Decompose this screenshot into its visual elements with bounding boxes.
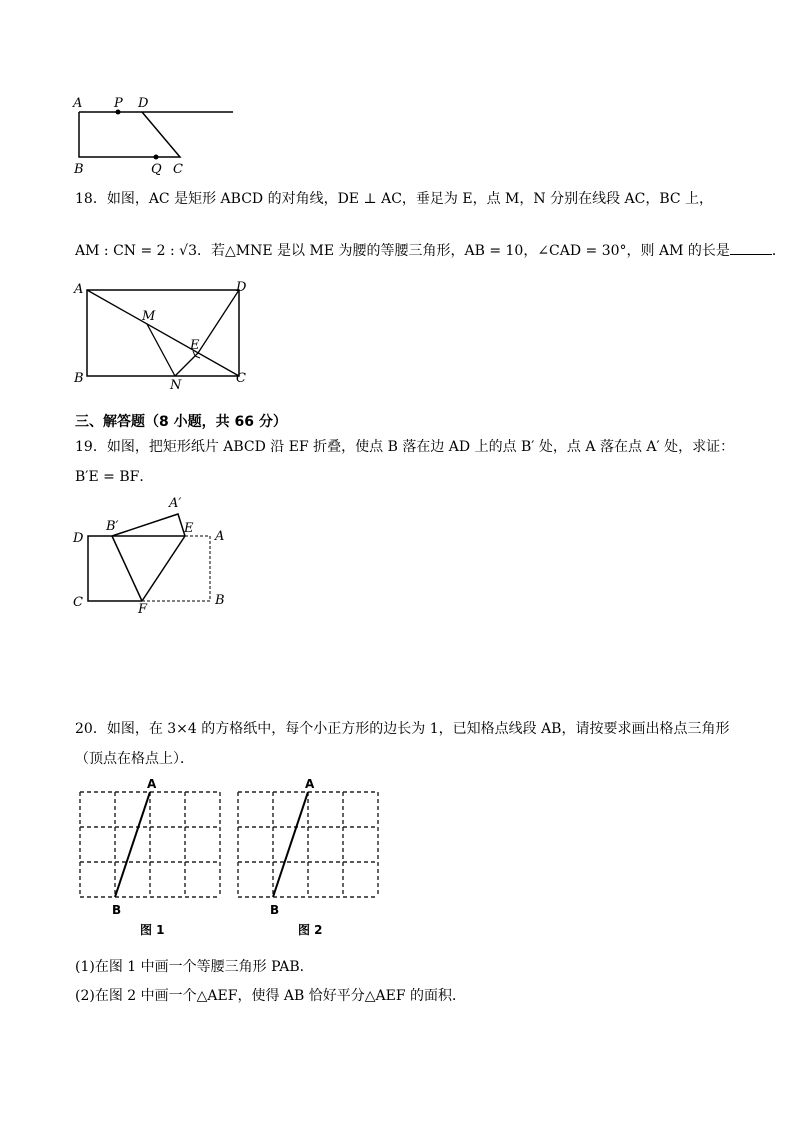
- label-e: E: [184, 521, 194, 536]
- section-title: 三、解答题（8 小题，共 66 分）: [75, 414, 287, 430]
- q19-line2: B′E = BF．: [75, 469, 154, 485]
- label-e: E: [190, 338, 200, 353]
- label-b: B: [74, 162, 84, 177]
- figure-q20-grids: [70, 772, 400, 942]
- label-b: B: [215, 593, 225, 608]
- point-q: [154, 155, 159, 160]
- figure-q18: [70, 278, 260, 393]
- label-a: A: [147, 777, 157, 791]
- label-b: B: [270, 903, 280, 917]
- label-f: F: [138, 602, 148, 617]
- q20-part1: (1)在图 1 中画一个等腰三角形 PAB．: [75, 959, 314, 975]
- label-q: Q: [151, 162, 162, 177]
- label-d: D: [236, 280, 247, 295]
- label-b: B: [112, 903, 122, 917]
- q20-part2: (2)在图 2 中画一个△AEF，使得 AB 恰好平分△AEF 的面积．: [75, 988, 467, 1004]
- label-p: P: [114, 96, 123, 111]
- label-a: A: [74, 282, 84, 297]
- grid-figure-1: [80, 792, 220, 897]
- segment-ab-2: [273, 792, 308, 897]
- grid-figure-2: [238, 792, 378, 897]
- label-a: A: [73, 96, 83, 111]
- q20-line2: （顶点在格点上）．: [75, 751, 194, 767]
- label-c: C: [173, 162, 183, 177]
- segment-ab-1: [115, 792, 150, 897]
- fig2-caption: 图 2: [298, 923, 323, 937]
- label-m: M: [142, 309, 156, 324]
- label-b-prime: B′: [106, 519, 119, 534]
- figure-q19: [70, 492, 240, 617]
- label-n: N: [170, 378, 182, 393]
- label-c: C: [73, 595, 83, 610]
- fig1-caption: 图 1: [140, 923, 165, 937]
- label-a-prime: A′: [169, 496, 182, 511]
- q18-line2: [75, 242, 786, 260]
- label-a: A: [215, 529, 225, 544]
- q18-line2-text: AM : CN = 2 : √3．若△MNE 是以 ME 为腰的等腰三角形，AB = 10，∠CAD = 30°，则 AM 的长是: [75, 243, 730, 259]
- label-d: D: [138, 96, 149, 111]
- q18-line2-end: ．: [771, 243, 786, 259]
- q19-line1: 19．如图，把矩形纸片 ABCD 沿 EF 折叠，使点 B 落在边 AD 上的点 B′ 处，点 A 落在点 A′ 处，求证：: [75, 439, 735, 455]
- answer-blank: [730, 242, 772, 255]
- label-c: C: [236, 371, 246, 386]
- figure-top-rectangle: [70, 92, 250, 182]
- q18-line1: 18．如图，AC 是矩形 ABCD 的对角线，DE ⊥ AC，垂足为 E，点 M，N 分别在线段 AC，BC 上，: [75, 191, 714, 207]
- label-b: B: [74, 371, 84, 386]
- label-d: D: [73, 531, 84, 546]
- label-a: A: [305, 777, 315, 791]
- q20-line1: 20．如图，在 3×4 的方格纸中，每个小正方形的边长为 1，已知格点线段 AB，请按要求画出格点三角形: [75, 721, 730, 737]
